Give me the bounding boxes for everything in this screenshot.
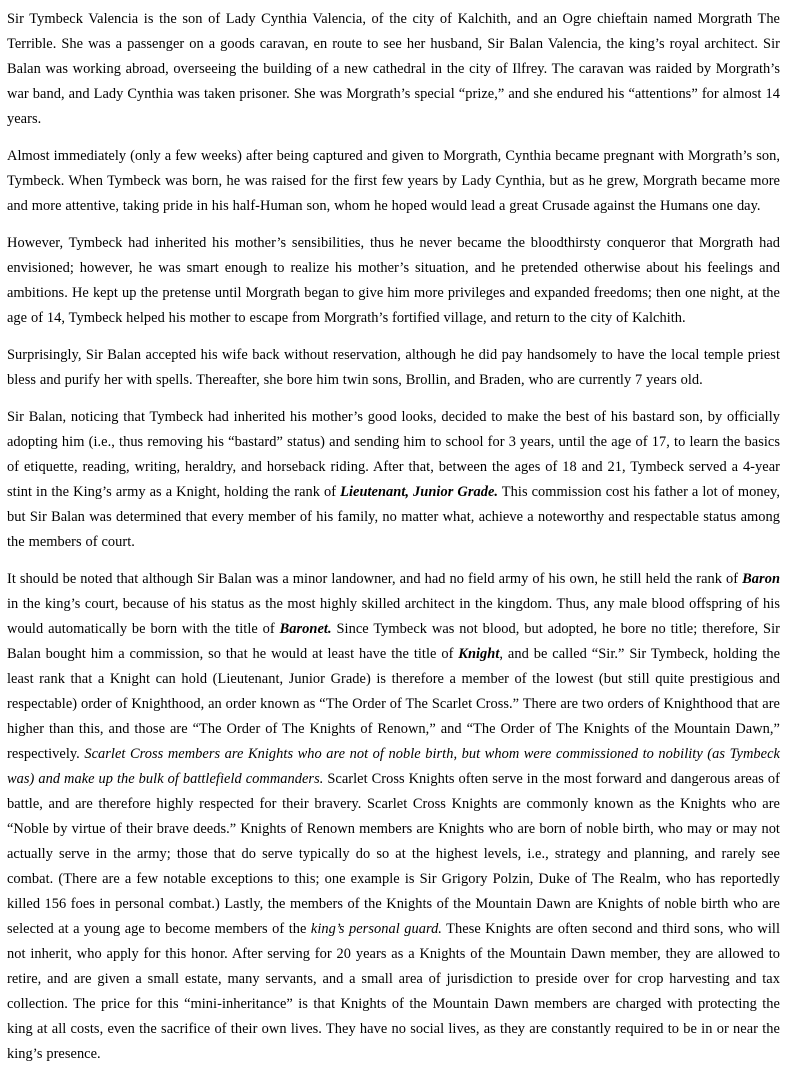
emphasis-italic: Lieutenant, Junior Grade.: [340, 484, 499, 500]
text-run: These Knights are often second and third sons, who will not inherit, who apply for this honor. After serving for 20 years as a Knights of the Mountain Dawn member, they are allowed to retire, and are given a small estate, many servants, and a small area of jurisdiction to preside over for crop harvesting and tax collection. The price for this “mini-inheritance” is that Knights of the Mountain Dawn members are charged with protecting the king at all costs, even the sacrifice of their own lives. They have no social lives, as they are constantly required to be in or near the king’s presence.: [7, 921, 780, 1062]
paragraph: [7, 144, 780, 219]
text-run: Sir Balan, noticing that Tymbeck had inherited his mother’s good looks, decided to make the best of his bastard son, by officially adopting him (i.e., thus removing his “bastard” status) and sending him to school for 3 years, until the age of 17, to learn the basics of etiquette, reading, writing, heraldry, and horseback riding. After that, between the ages of 18 and 21, Tymbeck served a 4-year stint in the King’s army as a Knight, holding the rank of: [7, 409, 780, 500]
emphasis-italic: king’s personal guard.: [310, 921, 442, 937]
document-body: [7, 7, 780, 1067]
emphasis-italic: Baron: [742, 571, 780, 587]
paragraph: [7, 7, 780, 132]
paragraph: [7, 231, 780, 331]
text-run: Surprisingly, Sir Balan accepted his wife back without reservation, although he did pay handsomely to have the local temple priest bless and purify her with spells. Thereafter, she bore him twin sons, Brollin, and Braden, who are currently 7 years old.: [7, 347, 780, 388]
paragraph: [7, 405, 780, 555]
text-run: Scarlet Cross Knights often serve in the most forward and dangerous areas of battle, and are therefore highly respected for their bravery. Scarlet Cross Knights are commonly known as the Knights who are “Noble by virtue of their brave deeds.” Knights of Renown members are Knights who are born of noble birth, who may or may not actually serve in the army; those that do serve typically do so at the highest levels, i.e., strategy and planning, and rarely see combat. (There are a few notable exceptions to this; one example is Sir Grigory Polzin, Duke of The Realm, who has reportedly killed 156 foes in personal combat.) Lastly, the members of the Knights of the Mountain Dawn are Knights of noble birth who are selected at a young age to become members of the: [7, 771, 780, 937]
emphasis-italic: Baronet.: [279, 621, 332, 637]
text-run: in the king’s court, because of his status as the most highly skilled architect in the kingdom. Thus, any male blood offspring of his would automatically be born with the title of: [7, 596, 780, 637]
text-run: Since Tymbeck was not blood, but adopted, he bore no title; therefore, Sir Balan bought him a commission, so that he would at least have the title of: [7, 621, 780, 662]
emphasis-italic: Knight: [458, 646, 500, 662]
text-run: , and be called “Sir.” Sir Tymbeck, holding the least rank that a Knight can hold (Lieutenant, Junior Grade) is therefore a member of the lowest (but still quite prestigious and respectable) order of Knighthood, an order known as “The Order of The Scarlet Cross.” There are two orders of Knighthood that are higher than this, and those are “The Order of The Knights of Renown,” and “The Order of The Knights of the Mountain Dawn,” respectively.: [7, 646, 781, 762]
text-run: However, Tymbeck had inherited his mother’s sensibilities, thus he never became the bloodthirsty conqueror that Morgrath had envisioned; however, he was smart enough to realize his mother’s situation, and he pretended otherwise about his feelings and ambitions. He kept up the pretense until Morgrath began to give him more privileges and expanded freedoms; then one night, at the age of 14, Tymbeck helped his mother to escape from Morgrath’s fortified village, and return to the city of Kalchith.: [7, 235, 780, 326]
text-run: It should be noted that although Sir Balan was a minor landowner, and had no field army of his own, he still held the rank of: [7, 571, 743, 587]
text-run: This commission cost his father a lot of money, but Sir Balan was determined that every member of his family, no matter what, achieve a noteworthy and respectable status among the members of court.: [7, 484, 780, 550]
text-run: Sir Tymbeck Valencia is the son of Lady Cynthia Valencia, of the city of Kalchith, and an Ogre chieftain named Morgrath The Terrible. She was a passenger on a goods caravan, en route to see her husband, Sir Balan Valencia, the king’s royal architect. Sir Balan was working abroad, overseeing the building of a new cathedral in the city of Ilfrey. The caravan was raided by Morgrath’s war band, and Lady Cynthia was taken prisoner. She was Morgrath’s special “prize,” and she endured his “attentions” for almost 14 years.: [7, 11, 780, 127]
emphasis-italic: Scarlet Cross members are Knights who are not of noble birth, but whom were commissioned to nobility (as Tymbeck was) and make up the bulk of battlefield commanders.: [7, 746, 780, 787]
paragraph: [7, 567, 780, 1067]
text-run: Almost immediately (only a few weeks) after being captured and given to Morgrath, Cynthia became pregnant with Morgrath’s son, Tymbeck. When Tymbeck was born, he was raised for the first few years by Lady Cynthia, but as he grew, Morgrath became more and more attentive, taking pride in his half-Human son, whom he hoped would lead a great Crusade against the Humans one day.: [7, 148, 780, 214]
paragraph: [7, 343, 780, 393]
